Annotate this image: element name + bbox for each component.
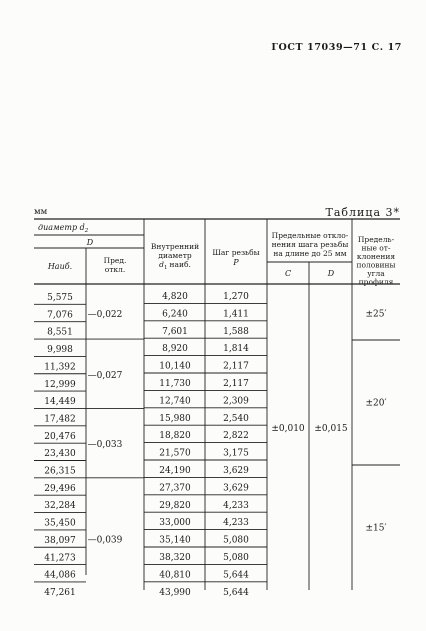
- hdr-half-angle-line: клонения: [356, 252, 396, 261]
- page-header: ГОСТ 17039—71 С. 17: [271, 42, 402, 53]
- table-caption: Таблица 3*: [325, 206, 400, 219]
- cell-inner-diameter: 24,190: [159, 466, 191, 476]
- cell-naib: 35,450: [44, 518, 76, 529]
- cell-pred-otkl: —0,039: [87, 535, 123, 546]
- cell-pitch: 4,233: [223, 500, 249, 511]
- cell-pitch: 3,629: [223, 466, 249, 476]
- cell-naib: 26,315: [44, 466, 76, 477]
- hdr-pdev2: нения шага резьбы: [271, 240, 349, 249]
- cell-pitch-dev-C: ±0,010: [271, 424, 305, 434]
- cell-naib: 11,392: [44, 362, 76, 373]
- hdr-D: D: [86, 238, 94, 247]
- cell-inner-diameter: 18,820: [159, 431, 191, 442]
- hdr-pdev1: Предельные откло-: [271, 231, 349, 240]
- cell-pitch: 5,644: [223, 587, 249, 598]
- hdr-pred2: откл.: [104, 265, 126, 274]
- cell-pitch: 2,117: [223, 379, 249, 389]
- cell-naib: 5,575: [47, 293, 73, 303]
- hdr-d2: диаметр $d_2$: [38, 223, 89, 234]
- cell-pitch: 2,822: [223, 431, 249, 442]
- hdr-pdev3: на длине до 25 мм: [273, 249, 347, 258]
- hdr-inner3: $d_1$ наиб.: [159, 260, 191, 271]
- cell-inner-diameter: 29,820: [159, 500, 191, 511]
- cell-inner-diameter: 15,980: [159, 413, 191, 424]
- cell-inner-diameter: 33,000: [159, 518, 191, 529]
- hdr-half-angle-line: Предель-: [357, 235, 395, 244]
- cell-pitch: 3,629: [223, 483, 249, 494]
- cell-inner-diameter: 21,570: [159, 448, 191, 459]
- cell-naib: 7,076: [47, 310, 73, 321]
- cell-half-angle: ±25′: [365, 309, 387, 320]
- cell-inner-diameter: 40,810: [159, 570, 191, 581]
- cell-inner-diameter: 43,990: [159, 587, 191, 598]
- units-label: мм: [34, 207, 48, 217]
- cell-naib: 47,261: [44, 587, 76, 598]
- cell-pitch: 2,117: [223, 361, 249, 372]
- cell-naib: 12,999: [44, 379, 76, 390]
- hdr-pitch2: P: [233, 258, 239, 267]
- cell-pred-otkl: —0,033: [87, 440, 123, 451]
- cell-inner-diameter: 10,140: [159, 361, 191, 372]
- cell-naib: 17,482: [44, 414, 76, 425]
- cell-inner-diameter: 12,740: [159, 396, 191, 407]
- cell-naib: 20,476: [44, 431, 76, 442]
- cell-naib: 14,449: [44, 397, 76, 408]
- cell-pitch: 5,080: [223, 553, 249, 563]
- hdr-naib: Наиб.: [47, 262, 73, 271]
- cell-pitch: 2,309: [223, 396, 249, 407]
- cell-half-angle: ±15′: [365, 523, 387, 534]
- cell-pitch: 5,644: [223, 570, 249, 581]
- cell-inner-diameter: 27,370: [159, 483, 191, 494]
- hdr-half-angle-line: ные от-: [361, 243, 391, 253]
- cell-pitch: 1,588: [223, 326, 249, 337]
- hdr-half-angle-line: половины: [356, 260, 396, 270]
- cell-half-angle: ±20′: [365, 398, 387, 409]
- hdr-half-angle-line: угла: [367, 269, 385, 278]
- cell-naib: 9,998: [47, 345, 73, 356]
- cell-inner-diameter: 11,730: [159, 379, 191, 389]
- cell-pitch: 5,080: [223, 535, 249, 546]
- cell-pitch: 1,814: [223, 344, 249, 355]
- cell-naib: 23,430: [44, 449, 76, 460]
- cell-pitch-dev-D: ±0,015: [314, 424, 348, 434]
- cell-naib: 32,284: [44, 501, 76, 512]
- hdr-pred1: Пред.: [103, 256, 127, 265]
- cell-pitch: 3,175: [223, 448, 249, 459]
- cell-inner-diameter: 4,820: [162, 292, 188, 302]
- cell-naib: 38,097: [44, 535, 76, 546]
- hdr-half-angle-line: профиля: [358, 277, 394, 287]
- cell-inner-diameter: 8,920: [162, 344, 188, 355]
- cell-pred-otkl: —0,027: [87, 370, 123, 381]
- table-body: [34, 292, 400, 598]
- cell-naib: 44,086: [44, 570, 76, 581]
- hdr-inner1: Внутренний: [150, 242, 200, 251]
- hdr-half-angle: [357, 235, 396, 287]
- hdr-inner2: диаметр: [158, 251, 192, 260]
- cell-pitch: 2,540: [223, 413, 249, 424]
- cell-inner-diameter: 7,601: [162, 326, 188, 337]
- cell-pitch: 1,411: [223, 309, 249, 320]
- cell-pitch: 1,270: [223, 292, 249, 302]
- cell-inner-diameter: 35,140: [159, 535, 191, 546]
- cell-pitch: 4,233: [223, 518, 249, 529]
- cell-inner-diameter: 38,320: [159, 553, 191, 563]
- hdr-Dcol: D: [327, 269, 335, 278]
- hdr-pitch1: Шаг резьбы: [212, 248, 260, 257]
- cell-naib: 41,273: [44, 553, 76, 564]
- cell-inner-diameter: 6,240: [162, 309, 188, 320]
- cell-pred-otkl: —0,022: [87, 310, 123, 321]
- hdr-C: C: [284, 269, 292, 278]
- cell-naib: 8,551: [47, 327, 73, 338]
- cell-naib: 29,496: [44, 483, 76, 494]
